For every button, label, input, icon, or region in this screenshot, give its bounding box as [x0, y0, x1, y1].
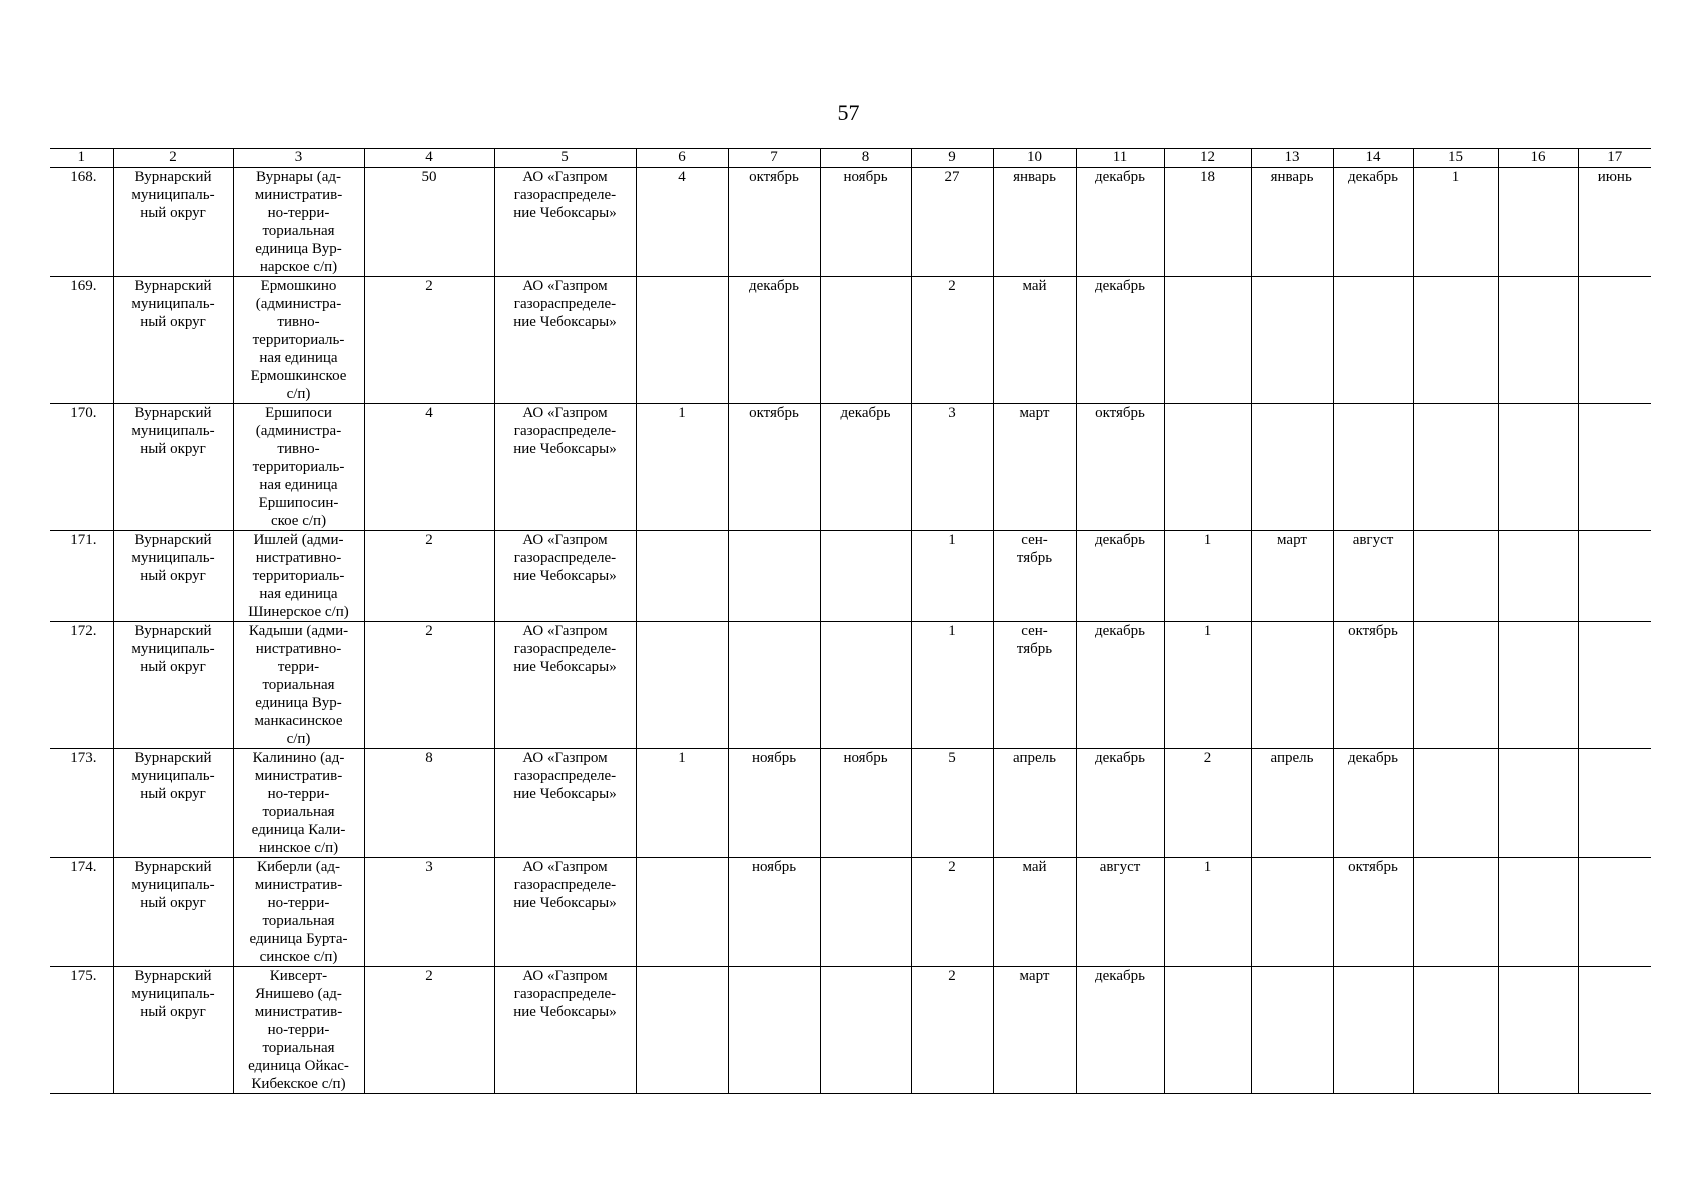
table-cell — [636, 531, 728, 622]
table-cell: декабрь — [1076, 967, 1164, 1094]
table-cell: Вурнарский муниципаль- ный округ — [113, 531, 233, 622]
table-cell — [1413, 622, 1498, 749]
table-cell: АО «Газпром газораспределе- ние Чебоксары» — [494, 531, 636, 622]
column-header: 16 — [1498, 149, 1578, 168]
column-header: 3 — [233, 149, 364, 168]
table-cell: апрель — [993, 749, 1076, 858]
table-row — [50, 277, 1651, 404]
table-cell: Вурнарский муниципаль- ный округ — [113, 622, 233, 749]
table-cell: 1 — [1164, 858, 1251, 967]
table-header — [50, 149, 1651, 168]
table-cell: 18 — [1164, 168, 1251, 277]
column-number-row — [50, 149, 1651, 168]
table-cell: декабрь — [1076, 531, 1164, 622]
table-cell: декабрь — [1076, 622, 1164, 749]
table-cell — [1333, 967, 1413, 1094]
table-cell: Вурнарский муниципаль- ный округ — [113, 967, 233, 1094]
column-header: 10 — [993, 149, 1076, 168]
table-cell: декабрь — [1076, 277, 1164, 404]
table-cell — [1251, 858, 1333, 967]
table-cell — [1251, 622, 1333, 749]
column-header: 2 — [113, 149, 233, 168]
table-cell: 2 — [364, 967, 494, 1094]
table-cell — [636, 277, 728, 404]
table-row — [50, 967, 1651, 1094]
column-header: 5 — [494, 149, 636, 168]
table-cell — [1498, 858, 1578, 967]
table-cell — [1578, 622, 1651, 749]
table-cell — [636, 967, 728, 1094]
table-cell — [636, 622, 728, 749]
table-cell: 2 — [364, 277, 494, 404]
table-cell — [1498, 749, 1578, 858]
column-header: 9 — [911, 149, 993, 168]
table-cell: декабрь — [1076, 168, 1164, 277]
table-cell: 4 — [364, 404, 494, 531]
table-cell: АО «Газпром газораспределе- ние Чебоксары» — [494, 277, 636, 404]
table-cell — [1578, 404, 1651, 531]
table-cell: 168. — [50, 168, 113, 277]
table-cell: октябрь — [728, 168, 820, 277]
table-row — [50, 858, 1651, 967]
table-cell — [1251, 277, 1333, 404]
table-cell — [1413, 967, 1498, 1094]
table-cell — [1164, 404, 1251, 531]
table-cell — [820, 531, 911, 622]
table-cell: октябрь — [1333, 622, 1413, 749]
table-cell: Ершипоси (администра- тивно- территориаль- ная единица Ершипосин- ское с/п) — [233, 404, 364, 531]
table-cell: АО «Газпром газораспределе- ние Чебоксары» — [494, 858, 636, 967]
table-cell: АО «Газпром газораспределе- ние Чебоксары» — [494, 168, 636, 277]
table-row — [50, 749, 1651, 858]
column-header: 13 — [1251, 149, 1333, 168]
table-cell: 2 — [364, 622, 494, 749]
table-cell: март — [993, 967, 1076, 1094]
table-cell: 174. — [50, 858, 113, 967]
table-cell: апрель — [1251, 749, 1333, 858]
table-cell: декабрь — [1076, 749, 1164, 858]
table-cell: июнь — [1578, 168, 1651, 277]
table-cell: Ишлей (адми- нистративно- территориаль- ная единица Шинерское с/п) — [233, 531, 364, 622]
table-cell: 1 — [911, 622, 993, 749]
table-cell — [1333, 404, 1413, 531]
table-cell: ноябрь — [728, 749, 820, 858]
table-cell: 171. — [50, 531, 113, 622]
table-cell: Калинино (ад- министратив- но-терри- ториальная единица Кали- нинское с/п) — [233, 749, 364, 858]
table-cell — [820, 622, 911, 749]
table-cell — [728, 622, 820, 749]
table-cell: октябрь — [1076, 404, 1164, 531]
table-cell — [820, 967, 911, 1094]
table-cell: май — [993, 858, 1076, 967]
table-cell: 1 — [636, 404, 728, 531]
table-cell: март — [1251, 531, 1333, 622]
table-body — [50, 168, 1651, 1094]
table-cell: декабрь — [820, 404, 911, 531]
table-cell: Кивсерт- Янишево (ад- министратив- но-терри- ториальная единица Ойкас- Кибекское с/п) — [233, 967, 364, 1094]
table-cell: 3 — [911, 404, 993, 531]
table-cell — [820, 277, 911, 404]
table-cell: Ермошкино (администра- тивно- территориаль- ная единица Ермошкинское с/п) — [233, 277, 364, 404]
table-cell — [1333, 277, 1413, 404]
table-cell: 1 — [1164, 531, 1251, 622]
table-cell: АО «Газпром газораспределе- ние Чебоксары» — [494, 749, 636, 858]
table-cell: декабрь — [1333, 749, 1413, 858]
table-cell: Вурнарский муниципаль- ный округ — [113, 858, 233, 967]
table-cell — [636, 858, 728, 967]
table-cell: январь — [993, 168, 1076, 277]
table-cell — [1578, 749, 1651, 858]
table-cell: январь — [1251, 168, 1333, 277]
table-cell: 1 — [1413, 168, 1498, 277]
table-cell: декабрь — [1333, 168, 1413, 277]
table-cell: март — [993, 404, 1076, 531]
table-cell: 2 — [364, 531, 494, 622]
table-cell: май — [993, 277, 1076, 404]
table-cell: 8 — [364, 749, 494, 858]
table-cell: август — [1333, 531, 1413, 622]
table-cell — [1164, 967, 1251, 1094]
table-cell: август — [1076, 858, 1164, 967]
table-cell: 50 — [364, 168, 494, 277]
table-cell: 5 — [911, 749, 993, 858]
table-cell — [1578, 531, 1651, 622]
table-cell: 3 — [364, 858, 494, 967]
table-row — [50, 168, 1651, 277]
table-cell: ноябрь — [728, 858, 820, 967]
column-header: 15 — [1413, 149, 1498, 168]
table-cell — [1498, 277, 1578, 404]
table-cell: Киберли (ад- министратив- но-терри- ториальная единица Бурта- синское с/п) — [233, 858, 364, 967]
table-cell — [1578, 277, 1651, 404]
table-cell: сен- тябрь — [993, 622, 1076, 749]
table-cell: 175. — [50, 967, 113, 1094]
column-header: 17 — [1578, 149, 1651, 168]
table-cell: 2 — [911, 858, 993, 967]
table-cell — [1498, 622, 1578, 749]
table-cell: 169. — [50, 277, 113, 404]
table-cell: Вурнарский муниципаль- ный округ — [113, 749, 233, 858]
table-row — [50, 404, 1651, 531]
table-cell — [1413, 749, 1498, 858]
table-cell: 1 — [911, 531, 993, 622]
table-row — [50, 531, 1651, 622]
column-header: 1 — [50, 149, 113, 168]
table-cell — [1578, 967, 1651, 1094]
column-header: 8 — [820, 149, 911, 168]
table-cell: Вурнарский муниципаль- ный округ — [113, 168, 233, 277]
table-cell — [1251, 404, 1333, 531]
column-header: 12 — [1164, 149, 1251, 168]
table-cell: 1 — [636, 749, 728, 858]
page-number: 57 — [837, 100, 860, 125]
table-cell — [1498, 404, 1578, 531]
table-cell: 1 — [1164, 622, 1251, 749]
table-cell: Вурнарский муниципаль- ный округ — [113, 277, 233, 404]
table-cell — [1413, 858, 1498, 967]
table-cell: октябрь — [728, 404, 820, 531]
table-cell: Кадыши (адми- нистративно- терри- ториальная единица Вур- манкасинское с/п) — [233, 622, 364, 749]
table-cell: АО «Газпром газораспределе- ние Чебоксары» — [494, 967, 636, 1094]
table-cell — [1578, 858, 1651, 967]
table-cell: Вурнары (ад- министратив- но-терри- ториальная единица Вур- нарское с/п) — [233, 168, 364, 277]
column-header: 4 — [364, 149, 494, 168]
table-cell: 2 — [911, 277, 993, 404]
table-cell: 173. — [50, 749, 113, 858]
table-cell — [1251, 967, 1333, 1094]
table-cell: ноябрь — [820, 168, 911, 277]
column-header: 6 — [636, 149, 728, 168]
table-cell — [1498, 531, 1578, 622]
table-cell — [728, 531, 820, 622]
table-cell: 170. — [50, 404, 113, 531]
table-row — [50, 622, 1651, 749]
table-cell — [1413, 277, 1498, 404]
table-cell — [1413, 404, 1498, 531]
table-cell — [820, 858, 911, 967]
table-cell: октябрь — [1333, 858, 1413, 967]
gasification-schedule-table — [50, 148, 1651, 1094]
table-cell — [728, 967, 820, 1094]
table-cell: 27 — [911, 168, 993, 277]
table-cell — [1413, 531, 1498, 622]
table-cell: АО «Газпром газораспределе- ние Чебоксары» — [494, 404, 636, 531]
table-cell — [1164, 277, 1251, 404]
table-cell: сен- тябрь — [993, 531, 1076, 622]
table-cell: 2 — [1164, 749, 1251, 858]
table-cell — [1498, 168, 1578, 277]
table-cell: 172. — [50, 622, 113, 749]
table-cell: ноябрь — [820, 749, 911, 858]
table-cell — [1498, 967, 1578, 1094]
table-cell: 4 — [636, 168, 728, 277]
table-cell: декабрь — [728, 277, 820, 404]
column-header: 14 — [1333, 149, 1413, 168]
table-cell: 2 — [911, 967, 993, 1094]
table-cell: Вурнарский муниципаль- ный округ — [113, 404, 233, 531]
table-cell: АО «Газпром газораспределе- ние Чебоксары» — [494, 622, 636, 749]
column-header: 7 — [728, 149, 820, 168]
column-header: 11 — [1076, 149, 1164, 168]
